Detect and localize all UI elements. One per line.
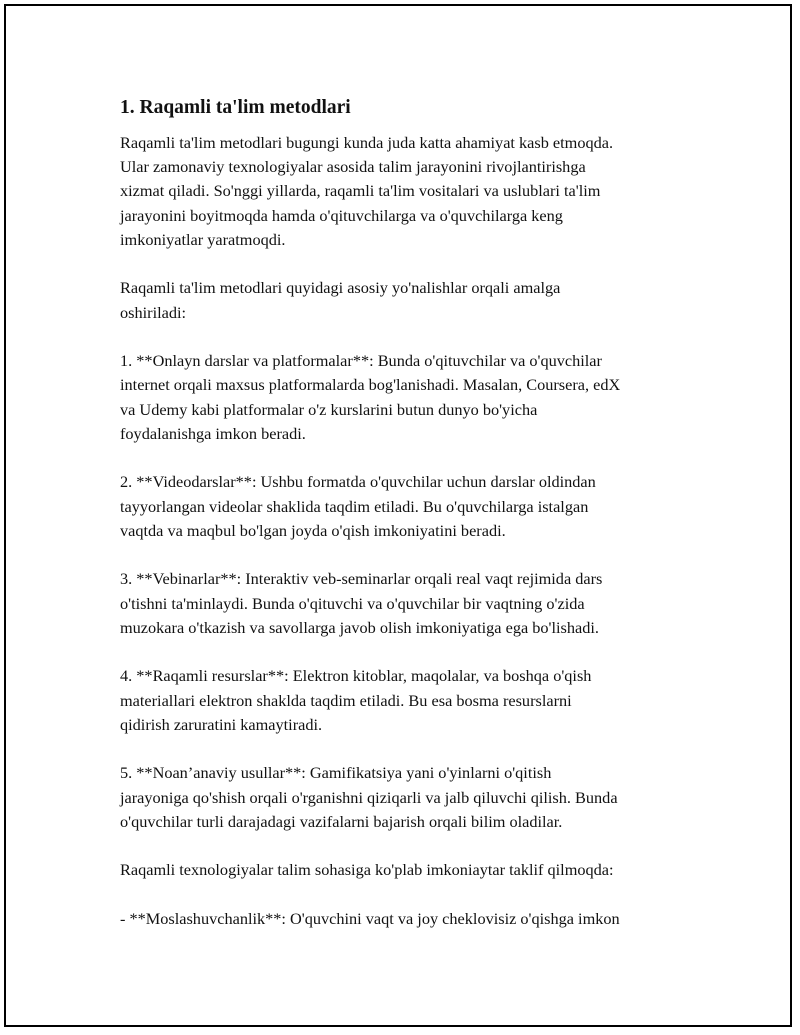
text-line: 5. **Noan’anaviy usullar**: Gamifikatsiya yani o'yinlarni o'qitish xyxy=(120,763,552,783)
text-line: 3. **Vebinarlar**: Interaktiv veb-seminarlar orqali real vaqt rejimida dars xyxy=(120,569,603,589)
text-line: vaqtda va maqbul bo'lgan joyda o'qish imkoniyatini beradi. xyxy=(120,520,506,540)
text-line: Raqamli ta'lim metodlari quyidagi asosiy yo'nalishlar orqali amalga xyxy=(120,278,561,298)
text-line: foydalanishga imkon beradi. xyxy=(120,423,306,443)
text-line: oshiriladi: xyxy=(120,302,187,322)
list-item-online-courses xyxy=(120,349,700,446)
text-line: Raqamli ta'lim metodlari bugungi kunda juda katta ahamiyat kasb etmoqda. xyxy=(120,133,614,152)
text-line: imkoniyatlar yaratmoqdi. xyxy=(120,229,286,249)
text-line: 4. **Raqamli resurslar**: Elektron kitoblar, maqolalar, va boshqa o'qish xyxy=(120,666,592,686)
text-line: jarayoniga qo'shish orqali o'rganishni qiziqarli va jalb qiluvchi qilish. Bunda xyxy=(120,787,618,807)
list-item-nontraditional-methods xyxy=(120,761,700,834)
paragraph-intro xyxy=(120,131,700,252)
document-content xyxy=(120,94,700,956)
text-line: jarayonini boyitmoqda hamda o'qituvchilarga va o'quvchilarga keng xyxy=(120,205,563,225)
text-line: Raqamli texnologiyalar talim sohasiga ko'plab imkoniaytar taklif qilmoqda: xyxy=(120,860,614,880)
text-line: tayyorlangan videolar shaklida taqdim etiladi. Bu o'quvchilarga istalgan xyxy=(120,496,589,516)
text-line: va Udemy kabi platformalar o'z kurslarini butun dunyo bo'yicha xyxy=(120,399,538,419)
text-line: 2. **Videodarslar**: Ushbu formatda o'quvchilar uchun darslar oldindan xyxy=(120,472,596,492)
section-heading: 1. Raqamli ta'lim metodlari xyxy=(120,97,351,118)
bullet-item-flexibility xyxy=(120,907,700,931)
text-line: - **Moslashuvchanlik**: O'quvchini vaqt va joy cheklovisiz o'qishga imkon xyxy=(120,909,620,928)
text-line: internet orqali maxsus platformalarda bog'lanishadi. Masalan, Coursera, edX xyxy=(120,375,621,395)
text-line: o'tishni ta'minlaydi. Bunda o'qituvchi va o'quvchilar bir vaqtning o'zida xyxy=(120,593,585,613)
text-line: xizmat qiladi. So'nggi yillarda, raqamli ta'lim vositalari va uslublari ta'lim xyxy=(120,181,601,201)
document-page xyxy=(4,4,792,1027)
text-line: qidirish zaruratini kamaytiradi. xyxy=(120,714,323,734)
text-line: 1. **Onlayn darslar va platformalar**: Bunda o'qituvchilar va o'quvchilar xyxy=(120,351,602,371)
list-item-webinars xyxy=(120,567,700,640)
text-line: Ular zamonaviy texnologiyalar asosida talim jarayonini rivojlantirishga xyxy=(120,157,586,177)
list-item-video-lessons xyxy=(120,470,700,543)
list-item-digital-resources xyxy=(120,664,700,737)
text-line: materiallari elektron shaklda taqdim etiladi. Bu esa bosma resurslarni xyxy=(120,690,572,710)
paragraph-directions-intro xyxy=(120,276,700,324)
paragraph-opportunities xyxy=(120,858,700,882)
text-line: o'quvchilar turli darajadagi vazifalarni bajarish orqali bilim oladilar. xyxy=(120,811,563,831)
text-line: muzokara o'tkazish va savollarga javob olish imkoniyatiga ega bo'lishadi. xyxy=(120,617,599,637)
